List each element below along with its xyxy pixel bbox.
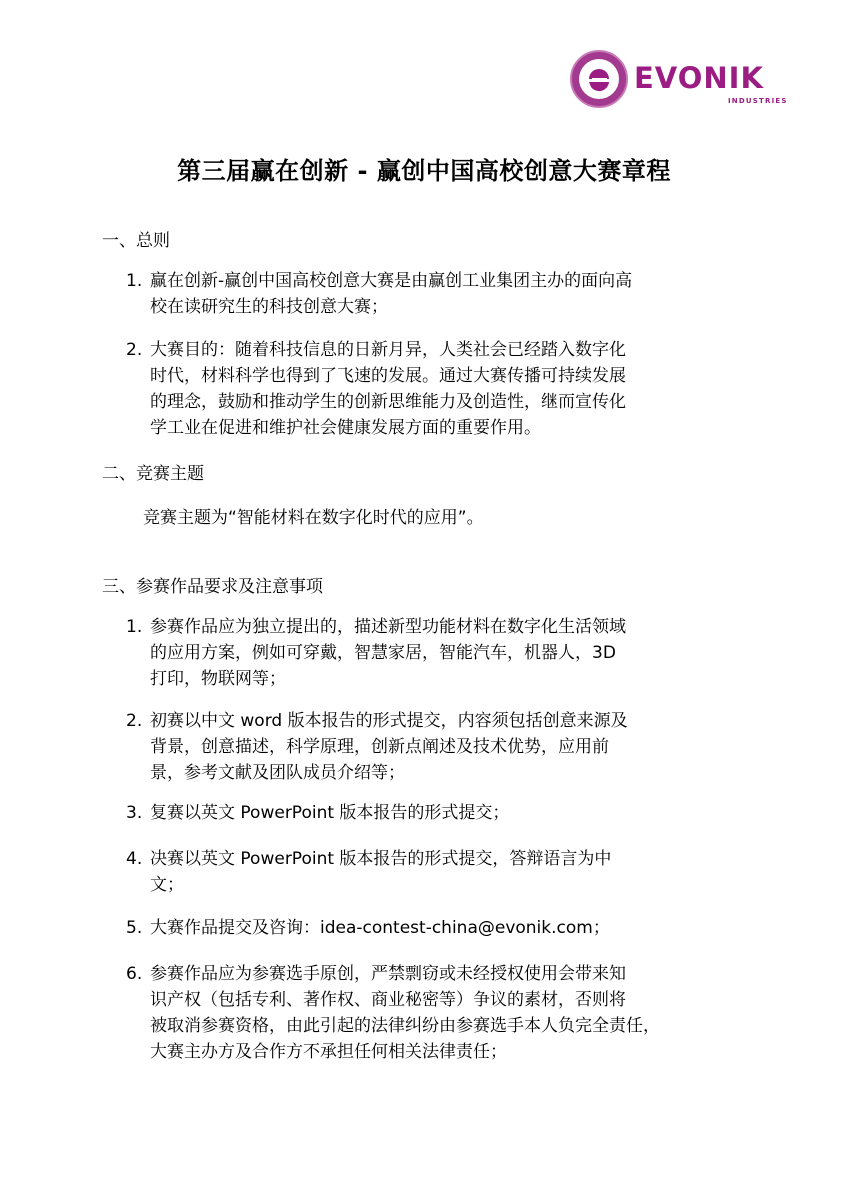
item-number: 1. [126, 617, 143, 637]
item-line: 打印，物联网等； [150, 669, 286, 689]
list-item [126, 268, 686, 320]
item-number: 5. [126, 918, 143, 938]
section-heading-theme: 二、竞赛主题 [102, 464, 204, 484]
list-item [126, 846, 686, 898]
item-line: 的理念，鼓励和推动学生的创新思维能力及创造性，继而宣传化 [150, 392, 626, 412]
item-line: 识产权（包括专利、著作权、商业秘密等）争议的素材，否则将 [150, 990, 626, 1010]
item-number: 1. [126, 271, 143, 291]
logo-brand-text: EVONIK [634, 61, 764, 95]
item-line: 背景，创意描述，科学原理，创新点阐述及技术优势，应用前 [150, 737, 609, 757]
item-line: 被取消参赛资格，由此引起的法律纠纷由参赛选手本人负完全责任， [150, 1016, 660, 1036]
item-number: 4. [126, 849, 143, 869]
item-line: 赢在创新-赢创中国高校创意大赛是由赢创工业集团主办的面向高 [150, 271, 633, 291]
item-number: 3. [126, 803, 143, 823]
list-item [126, 614, 686, 692]
evonik-logo [570, 50, 790, 108]
item-line: 大赛作品提交及咨询：idea-contest-china@evonik.com； [150, 918, 610, 938]
theme-paragraph: 竞赛主题为“智能材料在数字化时代的应用”。 [143, 508, 484, 528]
list-item [126, 800, 686, 826]
item-line: 景，参考文献及团队成员介绍等； [150, 763, 405, 783]
section-heading-general: 一、总则 [102, 231, 170, 251]
item-line: 参赛作品应为参赛选手原创，严禁剽窃或未经授权使用会带来知 [150, 964, 626, 984]
item-line: 初赛以中文 word 版本报告的形式提交，内容须包括创意来源及 [150, 711, 628, 731]
item-number: 2. [126, 340, 143, 360]
evonik-logo-mark [570, 50, 790, 108]
item-line: 学工业在促进和维护社会健康发展方面的重要作用。 [150, 418, 541, 438]
item-line: 决赛以英文 PowerPoint 版本报告的形式提交，答辩语言为中 [150, 849, 612, 869]
item-line: 复赛以英文 PowerPoint 版本报告的形式提交； [150, 803, 510, 823]
list-item [126, 961, 686, 1065]
logo-sub-text: INDUSTRIES [728, 97, 788, 105]
item-line: 大赛主办方及合作方不承担任何相关法律责任； [150, 1042, 507, 1062]
item-line: 校在读研究生的科技创意大赛； [150, 297, 388, 317]
item-line: 参赛作品应为独立提出的，描述新型功能材料在数字化生活领域 [150, 617, 626, 637]
item-line: 文； [150, 875, 184, 895]
list-item [126, 337, 686, 441]
list-item [126, 915, 686, 941]
item-line: 的应用方案，例如可穿戴，智慧家居，智能汽车，机器人，3D [150, 643, 616, 663]
section-heading-requirements: 三、参赛作品要求及注意事项 [102, 577, 323, 597]
item-line: 大赛目的：随着科技信息的日新月异，人类社会已经踏入数字化 [150, 340, 626, 360]
item-line: 时代，材料科学也得到了飞速的发展。通过大赛传播可持续发展 [150, 366, 626, 386]
list-item [126, 708, 686, 786]
document-title: 第三届赢在创新 - 赢创中国高校创意大赛章程 [177, 157, 671, 185]
item-number: 6. [126, 964, 143, 984]
item-number: 2. [126, 711, 143, 731]
